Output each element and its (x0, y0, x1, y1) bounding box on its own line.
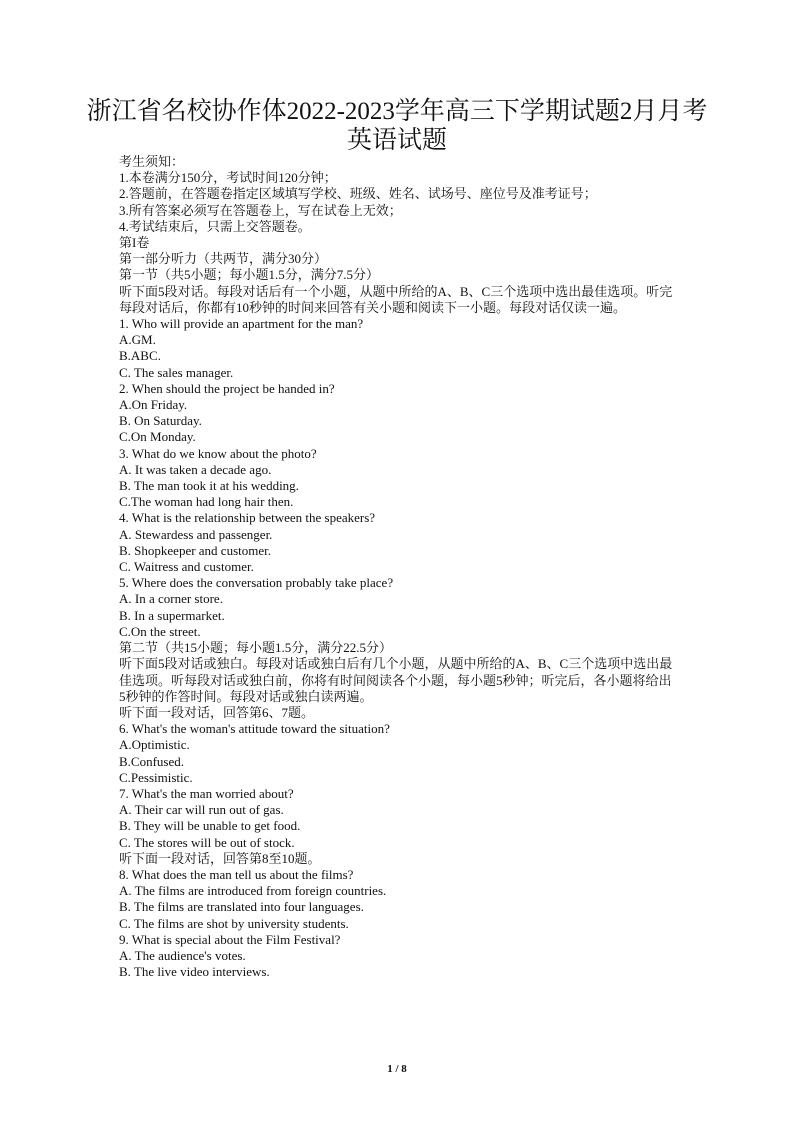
answer-option: B. The man took it at his wedding. (119, 478, 299, 494)
answer-option: A. Stewardess and passenger. (119, 526, 273, 542)
question-text: 8. What does the man tell us about the films? (119, 866, 354, 882)
exam-body (119, 154, 677, 980)
question-text: 3. What do we know about the photo? (119, 445, 317, 461)
section1-instructions: 听下面5段对话。每段对话后有一个小题，从题中所给的A、B、C三个选项中选出最佳选项。听完每段对话后，你都有10秒钟的时间来回答有关小题和阅读下一小题。每段对话仅读一遍。 (119, 283, 673, 315)
question-text: 2. When should the project be handed in? (119, 380, 335, 396)
answer-option: C. The stores will be out of stock. (119, 834, 295, 850)
answer-option: C.On Monday. (119, 429, 196, 445)
answer-option: A. Their car will run out of gas. (119, 802, 284, 818)
answer-option: A. The films are introduced from foreign countries. (119, 883, 387, 899)
answer-option: C.The woman had long hair then. (119, 494, 294, 510)
answer-option: A.On Friday. (119, 397, 188, 413)
part1-heading: 第一部分听力（共两节，满分30分） (119, 251, 328, 267)
answer-option: A. It was taken a decade ago. (119, 461, 272, 477)
question-text: 6. What's the woman's attitude toward the situation? (119, 721, 390, 737)
question-text: 7. What's the man worried about? (119, 785, 294, 801)
answer-option: C. The films are shot by university students. (119, 915, 349, 931)
volume-heading: 第I卷 (119, 235, 150, 251)
answer-option: B. In a supermarket. (119, 607, 225, 623)
dialogue-prompt: 听下面一段对话，回答第6、7题。 (119, 704, 315, 720)
answer-option: B.ABC. (119, 348, 161, 364)
answer-option: B.Confused. (119, 753, 184, 769)
answer-option: C.Pessimistic. (119, 769, 193, 785)
answer-option: B. On Saturday. (119, 413, 202, 429)
answer-option: B. The films are translated into four languages. (119, 899, 364, 915)
question-text: 5. Where does the conversation probably take place? (119, 575, 394, 591)
answer-option: A.GM. (119, 332, 156, 348)
answer-option: C.On the street. (119, 623, 201, 639)
notice-item: 2.答题前，在答题卷指定区域填写学校、班级、姓名、试场号、座位号及准考证号； (119, 186, 597, 202)
notice-heading: 考生须知： (119, 154, 185, 169)
section2-instructions: 听下面5段对话或独白。每段对话或独白后有几个小题，从题中所给的A、B、C三个选项中选出最佳选项。听每段对话或独白前，你将有时间阅读各个小题，每小题5秒钟；听完后，各小题将给出5秒钟的作答时间。每段对话或独白读两遍。 (119, 656, 673, 704)
answer-option: B. They will be unable to get food. (119, 818, 301, 834)
question-text: 4. What is the relationship between the speakers? (119, 510, 376, 526)
answer-option: C. Waitress and customer. (119, 559, 254, 575)
answer-option: A. The audience's votes. (119, 947, 246, 963)
answer-option: C. The sales manager. (119, 364, 234, 380)
answer-option: A. In a corner store. (119, 591, 223, 607)
notice-item: 3.所有答案必须写在答题卷上，写在试卷上无效； (119, 202, 402, 218)
section1-heading: 第一节（共5小题；每小题1.5分，满分7.5分） (119, 267, 380, 283)
answer-option: A.Optimistic. (119, 737, 190, 753)
notice-item: 4.考试结束后，只需上交答题卷。 (119, 218, 311, 234)
page-title: 浙江省名校协作体2022-2023学年高三下学期试题2月月考 (86, 98, 708, 125)
section2-heading: 第二节（共15小题；每小题1.5分，满分22.5分） (119, 640, 393, 656)
page-subtitle: 英语试题 (346, 127, 447, 154)
dialogue-prompt: 听下面一段对话，回答第8至10题。 (119, 850, 321, 866)
answer-option: B. Shopkeeper and customer. (119, 542, 271, 558)
notice-item: 1.本卷满分150分，考试时间120分钟； (119, 170, 337, 186)
answer-option: B. The live video interviews. (119, 964, 270, 980)
page-number: 1 / 8 (387, 1063, 407, 1075)
question-text: 1. Who will provide an apartment for the man? (119, 316, 364, 332)
question-text: 9. What is special about the Film Festival? (119, 931, 341, 947)
